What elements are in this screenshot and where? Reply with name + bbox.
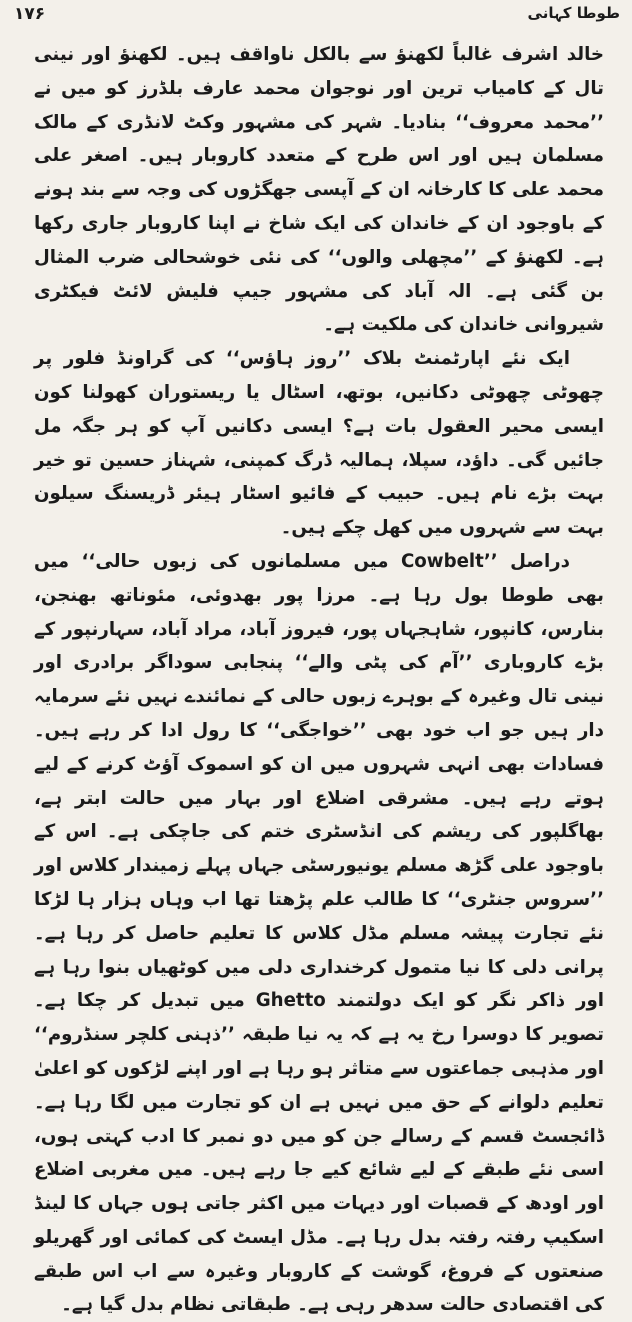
paragraph-3: دراصل ’’Cowbelt میں مسلمانوں کی زبوں حالی‘‘ میں بھی طوطا بول رہا ہے۔ مرزا پور بھدوئی، مئوناتھ بھنجن، بنارس، کانپور، شاہجہاں پور، فیروز آباد، مراد آباد، سہارنپور کے بڑے کاروباری ’’آم کی پٹی والے‘‘ پنجابی سوداگر برادری اور نینی تال وغیرہ کے بوہرے زبوں حالی کے نمائندے نہیں نئے سرمایہ دار ہیں جو اب خود بھی ’’خواجگی‘‘ کا رول ادا کر رہے ہیں۔ فسادات بھی انہی شہروں میں ان کو اسموک آؤٹ کرنے کے لیے ہوتے رہے ہیں۔ مشرقی اضلاع اور بہار میں حالت ابتر ہے، بھاگلپور کی ریشم کی انڈسٹری ختم کی جاچکی ہے۔ اس کے باوجود علی گڑھ مسلم یونیورسٹی جہاں پہلے زمیندار کلاس اور ’’سروس جنٹری‘‘ کا طالب علم پڑھتا تھا اب وہاں ہزار ہا لڑکا نئے تجارت پیشہ مسلم مڈل کلاس کا تعلیم حاصل کر رہا ہے۔ پرانی دلی کا نیا متمول کرخنداری دلی میں کوٹھیاں بنوا رہا ہے اور ذاکر نگر کو ایک دولتمند Ghetto میں تبدیل کر چکا ہے۔ تصویر کا دوسرا رخ یہ ہے کہ یہ نیا طبقہ ’’ذہنی کلچر سنڈروم‘‘ اور مذہبی جماعتوں سے متاثر ہو رہا ہے اور اپنے لڑکوں کو اعلیٰ تعلیم دلوانے کے حق میں نہیں ہے ان کو تجارت میں لگا رہا ہے۔ ڈائجسٹ قسم کے رسالے جن کو میں دو نمبر کا ادب کہتی ہوں، اسی نئے طبقے کے لیے شائع کیے جا رہے ہیں۔ میں مغربی اضلاع اور اودھ کے قصبات اور دیہات میں اکثر جاتی ہوں جہاں کا لینڈ اسکیپ رفتہ رفتہ بدل رہا ہے۔ مڈل ایسٹ کی کمائی اور گھریلو صنعتوں کے فروغ، گوشت کے کاروبار وغیرہ سے اب اس طبقے کی اقتصادی حالت سدھر رہی ہے۔ طبقاتی نظام بدل گیا ہے۔ bbox=[34, 550, 604, 1316]
body-text bbox=[34, 38, 604, 1322]
paragraph-2: ایک نئے اپارٹمنٹ بلاک ’’روز ہاؤس‘‘ کی گراونڈ فلور پر چھوٹی چھوٹی دکانیں، بوتھ، اسٹال یا ریستوران کھولنا کون ایسی محیر العقول بات ہے؟ ایسی دکانیں آپ کو ہر جگہ مل جائیں گی۔ داؤد، سپلا، ہمالیہ ڈرگ کمپنی، شہناز حسین تو خیر بہت بڑے نام ہیں۔ حبیب کے فائیو اسٹار ہیئر ڈریسنگ سیلون بہت سے شہروں میں کھل چکے ہیں۔ bbox=[34, 348, 604, 539]
page-number: ۱۷۶ bbox=[14, 4, 46, 24]
running-title: طوطا کہانی bbox=[527, 4, 620, 22]
page-header bbox=[14, 4, 620, 30]
paragraph-1: خالد اشرف غالباً لکھنؤ سے بالکل ناواقف ہیں۔ لکھنؤ اور نینی تال کے کامیاب ترین اور نوجوان محمد عارف بلڈرز کو میں نے ’’محمد معروف‘‘ بنادیا۔ شہر کی مشہور وکٹ لانڈری کے مالک مسلمان ہیں اور اس طرح کے متعدد کاروبار ہیں۔ اصغر علی محمد علی کا کارخانہ ان کے آپسی جھگڑوں کی وجہ سے بند ہونے کے باوجود ان کے خاندان کی ایک شاخ نے اپنا کاروبار جاری رکھا ہے۔ لکھنؤ کے ’’مچھلی والوں‘‘ کی نئی خوشحالی ضرب المثال بن گئی ہے۔ الہ آباد کی مشہور جیپ فلیش لائٹ فیکٹری شیروانی خاندان کی ملکیت ہے۔ bbox=[34, 44, 604, 336]
